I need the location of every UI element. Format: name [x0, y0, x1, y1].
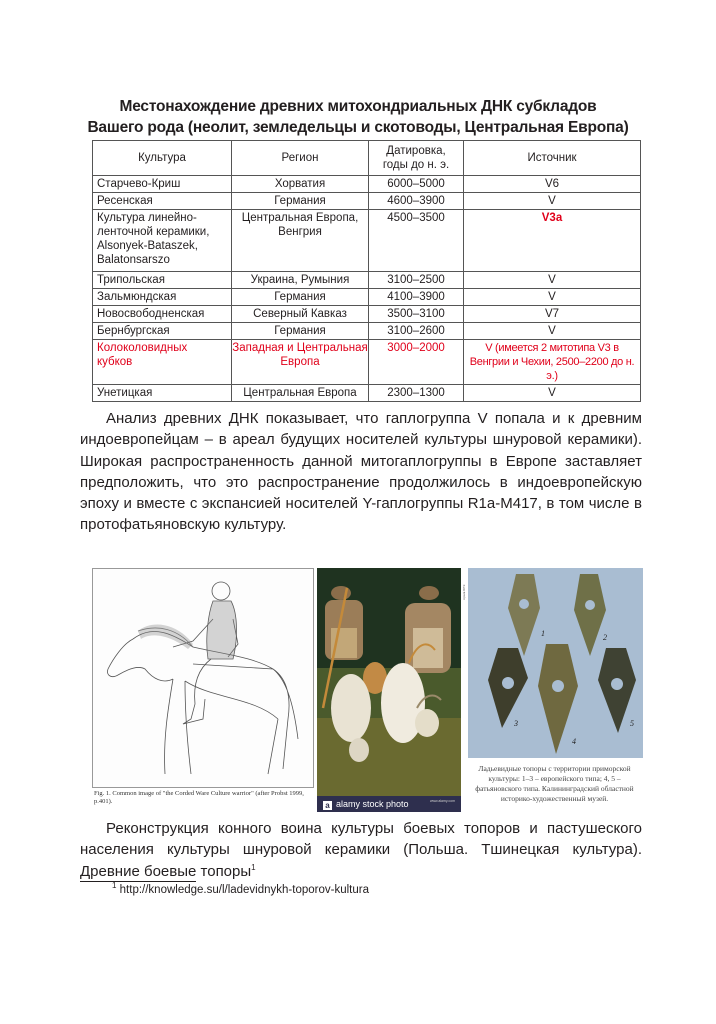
cell-source: V	[464, 272, 641, 289]
cell-region: Центральная Европа	[232, 385, 369, 402]
herders-with-goats-photo	[317, 568, 461, 812]
watermark-url: www.alamy.com	[429, 799, 455, 803]
cell-culture: Зальмюндская	[93, 289, 232, 306]
photo-credit: Архив БРЭ	[462, 584, 466, 600]
analysis-paragraph	[80, 408, 642, 536]
table-row	[93, 176, 641, 193]
title-line-1: Местонахождение древних митохондриальных ДНК субкладов	[119, 98, 597, 115]
cell-dating: 2300–1300	[369, 385, 464, 402]
cell-source: V6	[464, 176, 641, 193]
footnote-divider	[80, 881, 196, 882]
axe-number-3: 3	[514, 719, 518, 728]
cell-dating: 3000–2000	[369, 340, 464, 385]
footnote-mark: 1	[112, 881, 117, 891]
drawing-caption: Fig. 1. Common image of "the Corded Ware Culture warrior" (after Probst 1999, p.401).	[94, 790, 304, 805]
table-row	[93, 210, 641, 272]
boat-axes-photo	[462, 568, 643, 812]
cell-source: V	[464, 193, 641, 210]
axe-2	[574, 574, 606, 656]
cell-dating: 3100–2500	[369, 272, 464, 289]
cell-region: Хорватия	[232, 176, 369, 193]
table-title	[80, 96, 636, 138]
reconstruction-paragraph	[80, 818, 642, 882]
cell-source: V7	[464, 306, 641, 323]
cell-dating: 4100–3900	[369, 289, 464, 306]
cell-region: Германия	[232, 323, 369, 340]
axe-number-5: 5	[630, 719, 634, 728]
table-row	[93, 193, 641, 210]
alamy-logo-icon: a	[323, 801, 332, 810]
table-row	[93, 323, 641, 340]
cell-region: Северный Кавказ	[232, 306, 369, 323]
corded-ware-warrior-drawing	[92, 568, 314, 812]
cell-source: V	[464, 289, 641, 306]
footnote-link[interactable]: http://knowledge.su/l/ladevidnykh-toporov-kultura	[119, 884, 369, 896]
axes-illustration	[468, 568, 643, 758]
table-row	[93, 272, 641, 289]
header-dating: Датировка, годы до н. э.	[369, 141, 464, 176]
table-row	[93, 306, 641, 323]
cell-source-highlighted: V3a	[464, 210, 641, 272]
cell-culture: Трипольская	[93, 272, 232, 289]
cell-region: Западная и Центральная Европа	[232, 340, 369, 385]
cell-region: Германия	[232, 193, 369, 210]
cell-region: Центральная Европа, Венгрия	[232, 210, 369, 272]
reconstruction-text-wrap	[80, 818, 642, 882]
header-region: Регион	[232, 141, 369, 176]
cell-region: Украина, Румыния	[232, 272, 369, 289]
cell-culture: Колоколовидных кубков	[93, 340, 232, 385]
watermark-bar	[317, 796, 461, 812]
table-row	[93, 385, 641, 402]
cell-culture: Унетицкая	[93, 385, 232, 402]
haplogroup-table	[92, 140, 641, 402]
drawing-frame	[92, 568, 314, 788]
cell-culture: Культура линейно-ленточной керамики, Alsonyek-Bataszek, Balatonsarszo	[93, 210, 232, 272]
herders-scene	[317, 568, 461, 796]
axe-number-2: 2	[603, 633, 607, 642]
header-culture: Культура	[93, 141, 232, 176]
axe-number-1: 1	[541, 629, 545, 638]
footnote	[112, 883, 369, 897]
reconstruction-text: Реконструкция конного воина культуры боевых топоров и пастушеского населения культуры шнуровой керамики (Польша. Тшинецкая культура). Древние боевые топоры	[80, 820, 642, 880]
axes-caption: Ладьевидные топоры с территории приморской культуры: 1–3 – европейского типа; 4, 5 – фатьяновского типа. Калининградский областной историко-художественный музей.	[475, 764, 634, 803]
cell-region: Германия	[232, 289, 369, 306]
cell-dating: 6000–5000	[369, 176, 464, 193]
cell-dating: 3500–3100	[369, 306, 464, 323]
cell-dating: 4500–3500	[369, 210, 464, 272]
cell-source: V (имеется 2 митотипа V3 в Венгрии и Чехии, 2500–2200 до н. э.)	[464, 340, 641, 385]
axe-number-4: 4	[572, 737, 576, 746]
cell-source: V	[464, 323, 641, 340]
title-line-2: Вашего рода (неолит, земледельцы и скотоводы, Центральная Европа)	[87, 119, 629, 136]
cell-dating: 4600–3900	[369, 193, 464, 210]
cell-culture: Бернбургская	[93, 323, 232, 340]
cell-culture: Ресенская	[93, 193, 232, 210]
cell-culture: Новосвободненская	[93, 306, 232, 323]
table-row-highlighted	[93, 340, 641, 385]
table-row	[93, 289, 641, 306]
paragraph-text: Анализ древних ДНК показывает, что гаплогруппа V попала и к древним индоевропейцам – в ареал будущих носителей культуры шнуровой керамики). Широкая распространенность данной митогаплогруппы в Европе заставляет предположить, что это распространение продолжилось в индоевропейскую эпоху и вместе с экспансией носителей Y-гаплогруппы R1a-M417, в том числе в протофатьяновскую культуру.	[80, 410, 642, 534]
header-source: Источник	[464, 141, 641, 176]
horse-rider-illustration	[93, 569, 313, 787]
axes-photo-area	[468, 568, 643, 758]
cell-culture: Старчево-Криш	[93, 176, 232, 193]
footnote-reference[interactable]: 1	[251, 862, 256, 872]
cell-source: V	[464, 385, 641, 402]
axe-1	[508, 574, 540, 656]
watermark-text: alamy stock photo	[336, 799, 409, 809]
table-header-row	[93, 141, 641, 176]
cell-dating: 3100–2600	[369, 323, 464, 340]
